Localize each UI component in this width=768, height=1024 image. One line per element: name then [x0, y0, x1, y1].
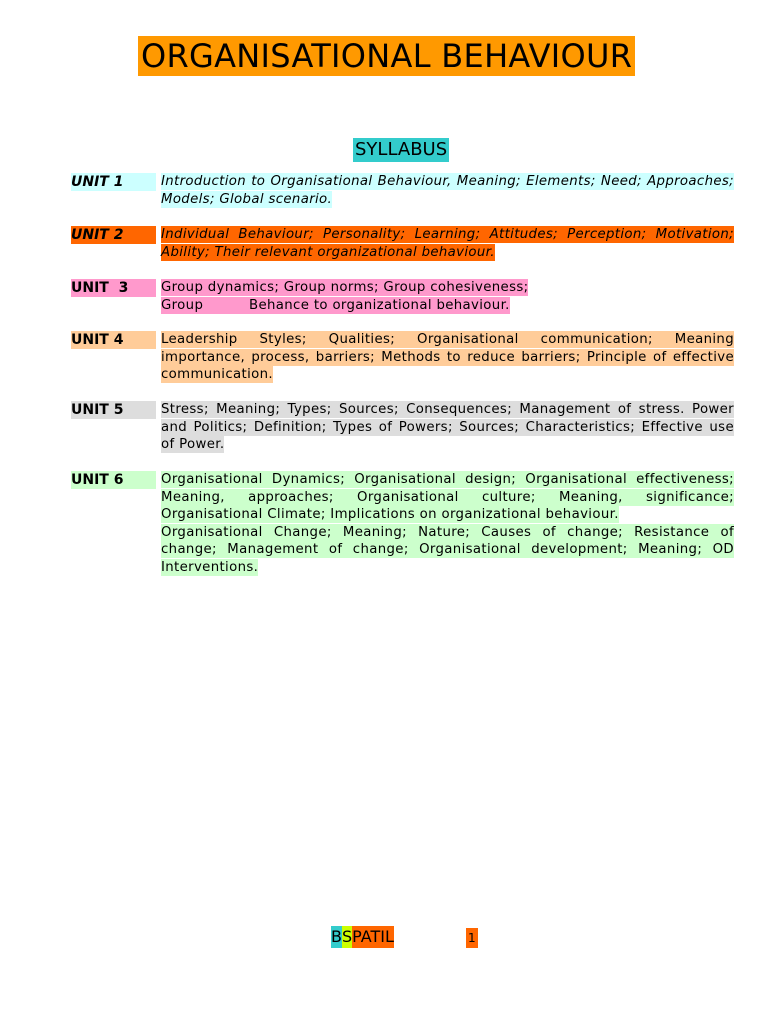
unit-4-label: UNIT 4 [71, 331, 156, 349]
syllabus-heading: SYLLABUS [355, 139, 448, 160]
unit-5-label: UNIT 5 [71, 401, 156, 419]
document-title: ORGANISATIONAL BEHAVIOUR [138, 36, 635, 76]
unit-4-text: Leadership Styles; Qualities; Organisational communication; Meaning importance, process, barriers; Methods to reduce barriers; Principle of effective communication. [161, 332, 734, 383]
footer-author [331, 926, 394, 948]
unit-1-text: Introduction to Organisational Behaviour, Meaning; Elements; Need; Approaches; Models; Global scenario. [161, 174, 734, 207]
unit-3-label: UNIT 3 [71, 279, 156, 297]
footer-author-s: S [341, 927, 353, 946]
unit-3-text: Group dynamics; Group norms; Group cohesiveness; Group Behance to organizational behaviour. [161, 280, 529, 313]
unit-6-label: UNIT 6 [71, 471, 156, 489]
unit-2-text: Individual Behaviour; Personality; Learning; Attitudes; Perception; Motivation; Ability; Their relevant organizational behaviour. [161, 227, 734, 260]
unit-6-text: Organisational Dynamics; Organisational design; Organisational effectiveness; Meaning, approaches; Organisational culture; Meaning, significance; Organisational Climate; Implications on organizational behaviour. Organisational Change; Meaning; Nature; Causes of change; Resistance of change; Management of change; Organisational development; Meaning; OD Interventions. [161, 472, 734, 575]
unit-2-label: UNIT 2 [71, 226, 156, 244]
unit-1-label: UNIT 1 [71, 173, 156, 191]
page-number: 1 [466, 928, 478, 948]
footer-author-b: B [331, 927, 342, 946]
footer-author-rest: PATIL [352, 927, 394, 946]
unit-5-text: Stress; Meaning; Types; Sources; Consequences; Management of stress. Power and Politics; Definition; Types of Powers; Sources; Characteristics; Effective use of Power. [161, 402, 734, 453]
